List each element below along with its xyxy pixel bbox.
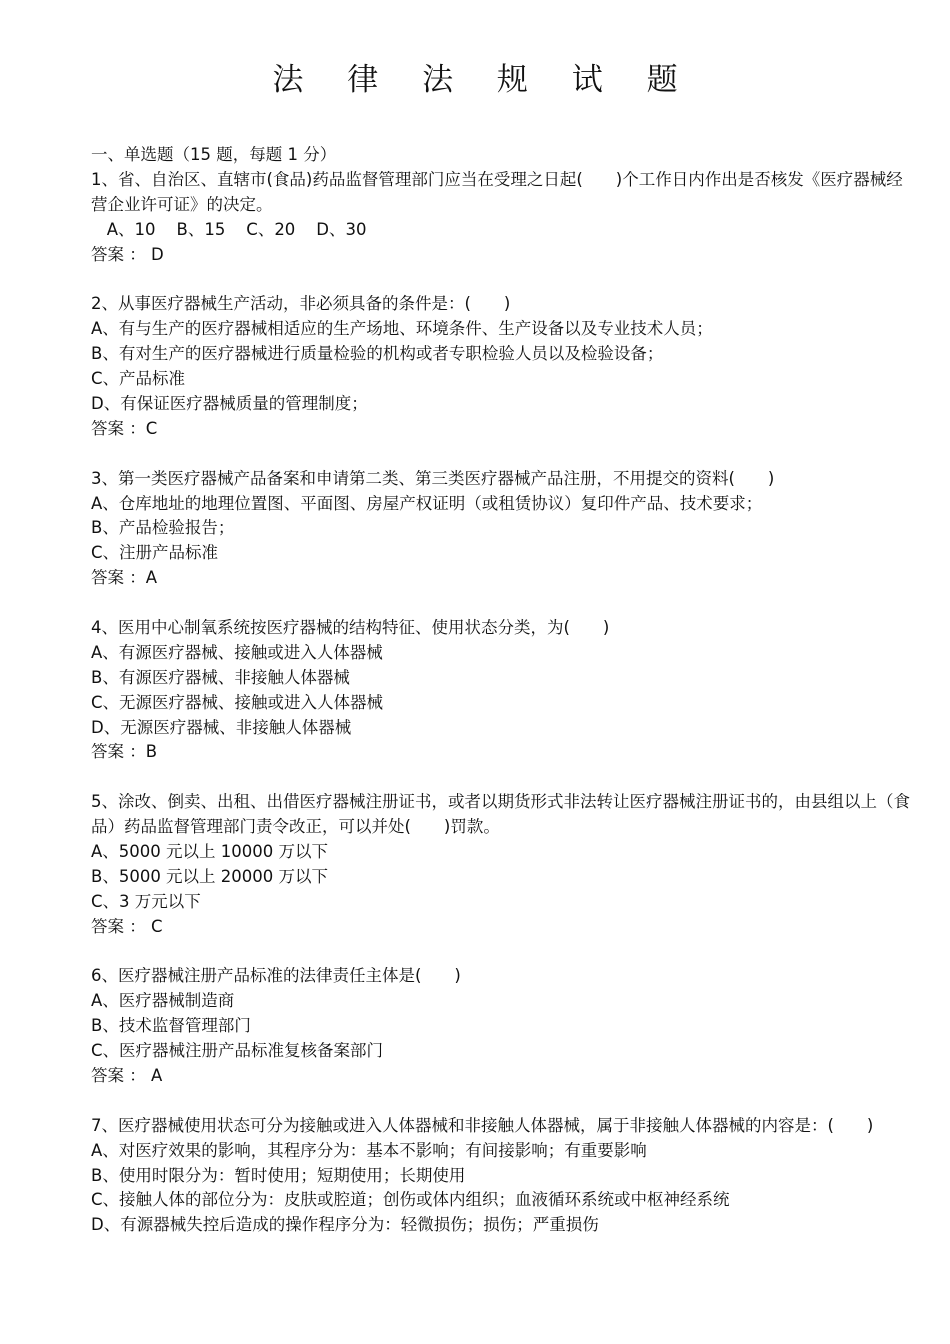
option-c: C、产品标准 — [91, 369, 186, 389]
spacer — [91, 442, 916, 467]
option-b: B、产品检验报告； — [91, 518, 235, 538]
question-answer: 答案 ：B — [91, 742, 158, 762]
option-b: B、使用时限分为：暂时使用；短期使用；长期使用 — [91, 1165, 466, 1185]
question-stem: 7、医疗器械使用状态可分为接触或进入人体器械和非接触人体器械，属于非接触人体器械的内容是：( ) — [91, 1115, 874, 1135]
question-stem: 1、省、自治区、直辖市(食品)药品监督管理部门应当在受理之日起( )个工作日内作出是否核发《医疗器械经营企业许可证》的决定。 — [91, 169, 903, 214]
option-b: B、有源医疗器械、非接触人体器械 — [91, 667, 350, 687]
spacer — [91, 591, 916, 616]
question-answer: 答案 ： C — [91, 916, 163, 936]
question-7 — [91, 1114, 916, 1238]
option-c: C、医疗器械注册产品标准复核备案部门 — [91, 1041, 384, 1061]
page-title: 法 律 法 规 试 题 — [272, 62, 695, 98]
question-2 — [91, 292, 916, 441]
exam-content — [91, 143, 916, 1238]
option-c: C、注册产品标准 — [91, 543, 219, 563]
question-6 — [91, 964, 916, 1088]
question-1 — [91, 168, 916, 268]
option-d: D、有保证医疗器械质量的管理制度； — [91, 393, 368, 413]
spacer — [91, 765, 916, 790]
option-c: C、无源医疗器械、接触或进入人体器械 — [91, 692, 384, 712]
question-options: A、10 B、15 C、20 D、30 — [91, 219, 367, 239]
question-5 — [91, 790, 916, 939]
option-c: C、接触人体的部位分为：皮肤或腔道；创伤或体内组织；血液循环系统或中枢神经系统 — [91, 1190, 730, 1210]
option-a: A、仓库地址的地理位置图、平面图、房屋产权证明（或租赁协议）复印件产品、技术要求； — [91, 493, 763, 513]
question-answer: 答案 ：C — [91, 418, 158, 438]
question-answer: 答案 ： D — [91, 244, 164, 264]
question-stem: 4、医用中心制氧系统按医疗器械的结构特征、使用状态分类，为( ) — [91, 617, 610, 637]
spacer — [91, 1089, 916, 1114]
question-stem: 2、从事医疗器械生产活动，非必须具备的条件是：( ) — [91, 294, 511, 314]
option-d: D、无源医疗器械、非接触人体器械 — [91, 717, 352, 737]
option-a: A、对医疗效果的影响，其程序分为：基本不影响；有间接影响；有重要影响 — [91, 1140, 647, 1160]
question-answer: 答案 ： A — [91, 1066, 163, 1086]
spacer — [91, 940, 916, 965]
question-stem: 6、医疗器械注册产品标准的法律责任主体是( ) — [91, 966, 461, 986]
option-a: A、有源医疗器械、接触或进入人体器械 — [91, 642, 383, 662]
section-header: 一、单选题（15 题，每题 1 分） — [91, 145, 337, 164]
option-b: B、有对生产的医疗器械进行质量检验的机构或者专职检验人员以及检验设备； — [91, 344, 664, 364]
question-stem: 5、涂改、倒卖、出租、出借医疗器械注册证书，或者以期货形式非法转让医疗器械注册证书的，由县组以上（食品）药品监督管理部门责令改正，可以并处( )罚款。 — [91, 792, 910, 837]
option-a: A、医疗器械制造商 — [91, 991, 235, 1011]
spacer — [91, 267, 916, 292]
question-stem: 3、第一类医疗器械产品备案和申请第二类、第三类医疗器械产品注册，不用提交的资料( ) — [91, 468, 775, 488]
option-b: B、5000 元以上 20000 万以下 — [91, 866, 329, 886]
option-b: B、技术监督管理部门 — [91, 1016, 251, 1036]
question-3 — [91, 467, 916, 591]
option-c: C、3 万元以下 — [91, 891, 201, 911]
option-a: A、5000 元以上 10000 万以下 — [91, 842, 329, 861]
option-a: A、有与生产的医疗器械相适应的生产场地、环境条件、生产设备以及专业技术人员； — [91, 319, 713, 339]
question-answer: 答案 ：A — [91, 568, 158, 588]
option-d: D、有源器械失控后造成的操作程序分为：轻微损伤；损伤；严重损伤 — [91, 1215, 599, 1235]
question-4 — [91, 616, 916, 765]
